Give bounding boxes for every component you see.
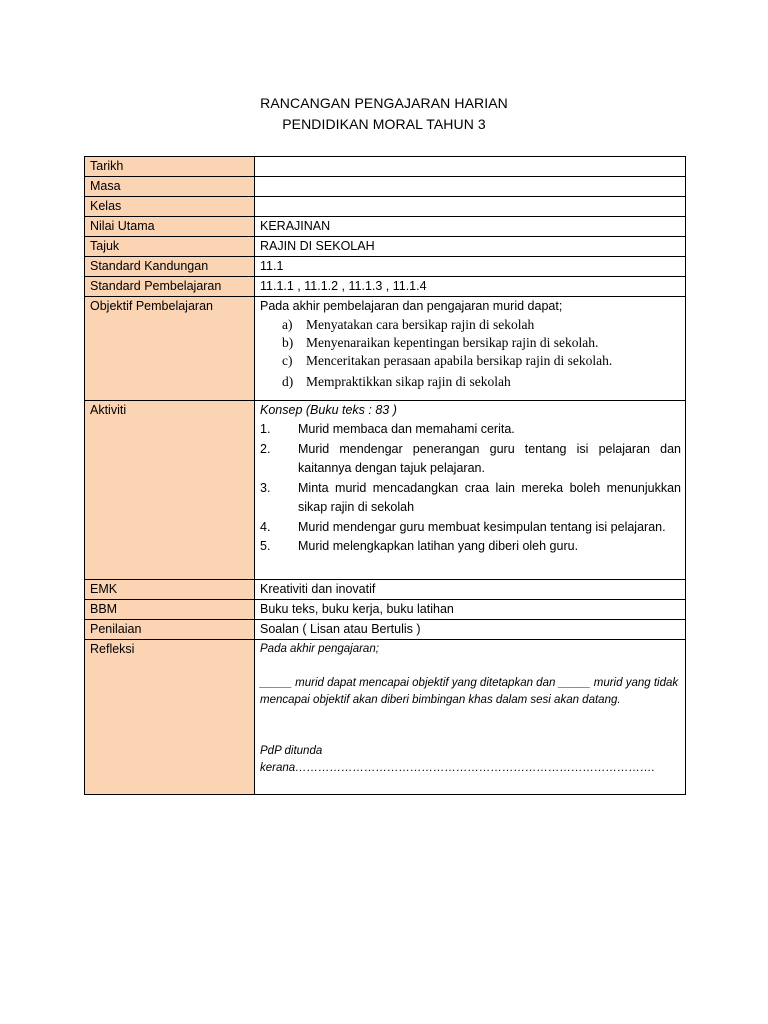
label-tajuk: Tajuk	[85, 237, 255, 257]
value-masa[interactable]	[255, 177, 686, 197]
label-bbm: BBM	[85, 600, 255, 620]
list-text: Murid melengkapkan latihan yang diberi oleh guru.	[298, 539, 579, 553]
row-objektif	[85, 297, 686, 401]
list-text: Murid mendengar guru membuat kesimpulan tentang isi pelajaran.	[298, 519, 666, 534]
objektif-list	[260, 316, 681, 391]
row-standard-pembelajaran	[85, 277, 686, 297]
label-kelas: Kelas	[85, 197, 255, 217]
row-penilaian	[85, 620, 686, 640]
list-marker: c)	[282, 353, 293, 368]
list-text: Murid membaca dan memahami cerita.	[298, 422, 515, 436]
list-marker: 2.	[260, 441, 271, 456]
row-emk	[85, 580, 686, 600]
aktiviti-list	[260, 420, 681, 557]
list-item	[260, 440, 681, 479]
label-emk: EMK	[85, 580, 255, 600]
list-marker: a)	[282, 317, 293, 332]
value-kelas[interactable]	[255, 197, 686, 217]
list-item	[260, 518, 681, 538]
list-text: Menyatakan cara bersikap rajin di sekolah	[306, 317, 535, 332]
list-item	[260, 479, 681, 518]
value-standard-kandungan: 11.1	[255, 257, 686, 277]
list-text: Menyenaraikan kepentingan bersikap rajin di sekolah.	[306, 335, 599, 350]
objektif-intro: Pada akhir pembelajaran dan pengajaran murid dapat;	[260, 299, 563, 313]
list-item	[260, 373, 681, 391]
row-masa	[85, 177, 686, 197]
list-marker: d)	[282, 374, 294, 389]
list-marker: 4.	[260, 519, 271, 534]
row-tajuk	[85, 237, 686, 257]
list-text: Minta murid mencadangkan craa lain mereka boleh menunjukkan sikap rajin di sekolah	[298, 480, 681, 514]
label-nilai-utama: Nilai Utama	[85, 217, 255, 237]
document-title: RANCANGAN PENGAJARAN HARIAN	[260, 95, 508, 111]
label-aktiviti: Aktiviti	[85, 401, 255, 580]
value-bbm: Buku teks, buku kerja, buku latihan	[255, 600, 686, 620]
value-tajuk: RAJIN DI SEKOLAH	[255, 237, 686, 257]
list-text: Murid mendengar penerangan guru tentang isi pelajaran dan kaitannya dengan tajuk pelajaran.	[298, 441, 681, 475]
list-item	[260, 420, 681, 440]
refleksi-line1: Pada akhir pengajaran;	[260, 643, 379, 655]
row-refleksi	[85, 640, 686, 795]
value-tarikh[interactable]	[255, 157, 686, 177]
refleksi-line3: PdP ditunda	[260, 745, 323, 757]
value-refleksi	[255, 640, 686, 795]
label-penilaian: Penilaian	[85, 620, 255, 640]
refleksi-line4: kerana………………………………………………………………………………….	[260, 762, 655, 774]
label-standard-kandungan: Standard Kandungan	[85, 257, 255, 277]
lesson-plan-table	[84, 156, 686, 795]
row-standard-kandungan	[85, 257, 686, 277]
label-masa: Masa	[85, 177, 255, 197]
list-marker: b)	[282, 335, 294, 350]
label-tarikh: Tarikh	[85, 157, 255, 177]
label-objektif: Objektif Pembelajaran	[85, 297, 255, 401]
label-refleksi: Refleksi	[85, 640, 255, 795]
aktiviti-intro: Konsep (Buku teks : 83 )	[260, 403, 397, 417]
refleksi-line2: _____ murid dapat mencapai objektif yang ditetapkan dan _____ murid yang tidak mencapai objektif akan diberi bimbingan khas dalam sesi akan datang.	[260, 677, 679, 706]
list-text: Mempraktikkan sikap rajin di sekolah	[306, 374, 511, 389]
document-subtitle: PENDIDIKAN MORAL TAHUN 3	[282, 116, 486, 132]
value-nilai-utama: KERAJINAN	[255, 217, 686, 237]
value-penilaian: Soalan ( Lisan atau Bertulis )	[255, 620, 686, 640]
row-nilai-utama	[85, 217, 686, 237]
value-standard-pembelajaran: 11.1.1 , 11.1.2 , 11.1.3 , 11.1.4	[255, 277, 686, 297]
row-bbm	[85, 600, 686, 620]
row-kelas	[85, 197, 686, 217]
list-text: Menceritakan perasaan apabila bersikap rajin di sekolah.	[306, 353, 613, 368]
row-tarikh	[85, 157, 686, 177]
list-item	[260, 316, 681, 334]
list-marker: 1.	[260, 422, 271, 436]
row-aktiviti	[85, 401, 686, 580]
list-item	[260, 537, 681, 557]
value-aktiviti	[255, 401, 686, 580]
list-marker: 3.	[260, 480, 271, 495]
list-marker: 5.	[260, 539, 271, 553]
label-standard-pembelajaran: Standard Pembelajaran	[85, 277, 255, 297]
value-emk: Kreativiti dan inovatif	[255, 580, 686, 600]
list-item	[260, 352, 681, 370]
value-objektif	[255, 297, 686, 401]
list-item	[260, 334, 681, 352]
